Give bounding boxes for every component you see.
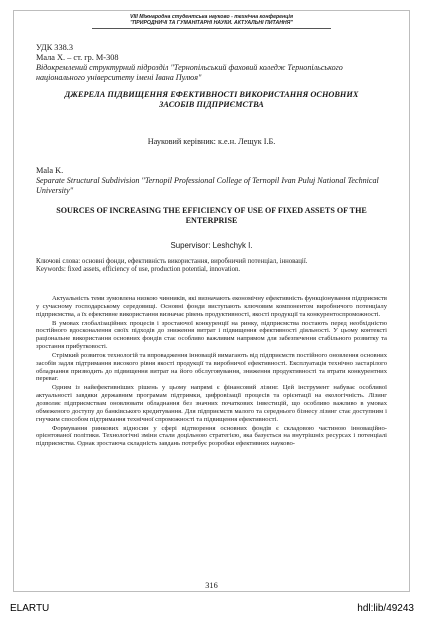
keywords-en: Keywords: fixed assets, efficiency of use, production potential, innovation.	[36, 266, 241, 274]
author-ua: Мала Х. – ст. гр. М-308	[36, 53, 119, 62]
conference-line-1: VIII Міжнародна студентська науково - технічна конференція	[130, 14, 293, 20]
footer-repository: ELARTU	[10, 603, 50, 614]
paragraph: Формування ринкових відносин у сфері відтворення основних фондів є складовою частиною інноваційно-орієнтованої політики. Технологічні зміни стали доцільною стратегією, яка базується на внутрішніх ресурсах і потенціалі підприємства. Однак зростаюча складність завдань потребує розробки ефективних науково-	[36, 424, 387, 448]
supervisor-ua: Науковий керівник: к.е.н. Лещук І.Б.	[147, 137, 276, 146]
header-rule	[92, 28, 331, 29]
keywords-ua: Ключові слова: основні фонди, ефективність використання, виробничий потенціал, інновації.	[36, 258, 308, 265]
paragraph: Актуальність теми зумовлена низкою чинників, які визначають економічну ефективність функціонування підприємств у сучасному господарському середовищі. Основні фонди виступають ключовим компонентом виробничого потенціалу підприємства, а їх ефективне використання визначає рівень продуктивності, якості продукції та конкурентоспроможності.	[36, 295, 387, 318]
document-page	[13, 10, 410, 592]
title-en: SOURCES OF INCREASING THE EFFICIENCY OF USE OF FIXED ASSETS OF THE ENTERPRISE	[56, 206, 367, 225]
affiliation-en: Separate Structural Subdivision "Ternopil Professional College of Ternopil Ivan Puluj National Technical University"	[36, 176, 379, 195]
paragraph: Стрімкий розвиток технологій та впровадження інновацій вимагають від підприємств постійного оновлення основних засобів задля підтримання високого рівня якості продукції та виробничої ефективності. Експлуатація технічно застарілого обладнання призводить до підвищення витрат на його обслуговування, зниження продуктивності та втрати конкурентних переваг.	[36, 351, 387, 383]
conference-header	[14, 14, 409, 26]
author-en: Mala K.	[36, 166, 64, 175]
udk-block	[36, 43, 387, 63]
affiliation-ua: Відокремлений структурний підрозділ "Тернопільський фаховий коледж Тернопільського національного університету імені Івана Пулюя"	[36, 63, 343, 82]
supervisor-en: Supervisor: Leshchyk I.	[170, 241, 253, 250]
paragraph: Одним із найефективніших рішень у цьому напрямі є фінансовий лізинг. Цей інструмент набуває особливої актуальності завдяки державним програмам підтримки, цифровізації процесів та орієнтації на екологічність. Лізинг дозволяє підприємствам оновлювати обладнання без значних початкових інвестицій, що особливо важливо в умовах обмеженого доступу до банківського кредитування. Для підприємств малого та середнього бізнесу лізинг стає доступним і гнучким способом підтримання технічної спроможності та підвищення ефективності.	[36, 384, 387, 423]
footer-bar	[0, 600, 424, 620]
conference-line-2: "ПРИРОДНИЧІ ТА ГУМАНІТАРНІ НАУКИ. АКТУАЛЬНІ ПИТАННЯ"	[130, 20, 293, 26]
page-number: 316	[205, 581, 218, 590]
paragraph: В умовах глобалізаційних процесів і зростаючої конкуренції на ринку, підприємства постають перед необхідністю постійного вдосконалення своїх підходів до зниження витрат і підвищення ефективності діяльності. У цьому контексті раціональне використання основних фондів стає особливо важливим напрямом для забезпечення стабільного розвитку та зростання прибутковості.	[36, 319, 387, 351]
footer-handle: hdl:lib/49243	[357, 603, 414, 614]
keywords-block	[36, 258, 387, 275]
body-text	[36, 295, 387, 449]
title-ua: ДЖЕРЕЛА ПІДВИЩЕННЯ ЕФЕКТИВНОСТІ ВИКОРИСТАННЯ ОСНОВНИХ ЗАСОБІВ ПІДПРИЄМСТВА	[64, 90, 359, 109]
udk-code: УДК 338.3	[36, 43, 73, 52]
